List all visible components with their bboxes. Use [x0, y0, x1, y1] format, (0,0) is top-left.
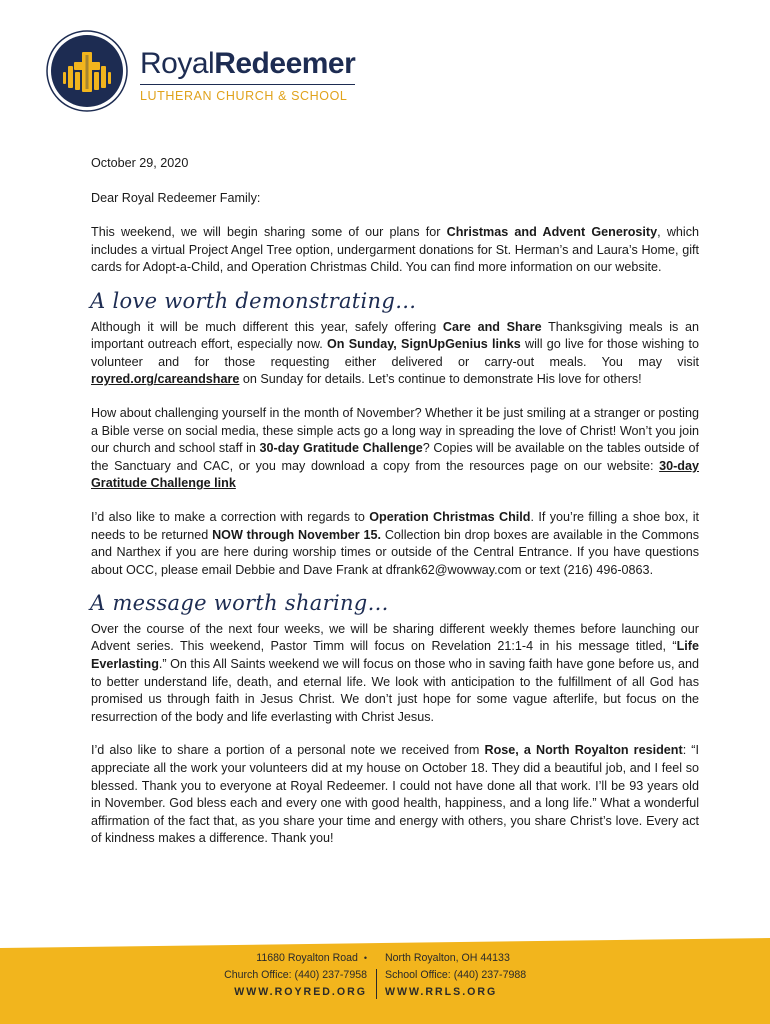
- careandshare-link[interactable]: royred.org/careandshare: [91, 372, 240, 387]
- footer-church-website[interactable]: WWW.ROYRED.ORG: [234, 986, 367, 998]
- paragraph-advent-generosity: This weekend, we will begin sharing some of our plans for Christmas and Advent Generosity, which includes a virtual Project Angel Tree option, undergarment donations for St. Herman’s and Laura’s Home, gift cards for Adopt-a-Child, and Operation Christmas Child. You can find more information on our website.: [91, 225, 700, 275]
- paragraph-personal-note: I’d also like to share a portion of a personal note we received from Rose, a North Royalton resident: “I appreciate all the work your volunteers did at my house on October 18. They did a beautiful job, and I feel so blessed. Thank you to everyone at Royal Redeemer. I could not have done all that work. I’ll be 93 years old in November. God bless each and every one with good health, happiness, and a long life.” What a wonderful affirmation of the fact that, as you share your time and energy with others, you share Christ’s love. Every act of kindness makes a difference. Thank you!: [91, 743, 699, 846]
- brand-subtitle: LUTHERAN CHURCH & SCHOOL: [140, 89, 348, 103]
- brand-name: RoyalRedeemer: [140, 47, 356, 80]
- section-heading-love: A love worth demonstrating…: [90, 288, 417, 313]
- letter-date: October 29, 2020: [91, 156, 189, 170]
- footer-street: 11680 Royalton Road •: [256, 952, 367, 964]
- cross-crest-icon: [46, 30, 128, 112]
- paragraph-gratitude-challenge: How about challenging yourself in the month of November? Whether it be just smiling at a stranger or posting a Bible verse on social media, these simple acts go a long way in spreading the love of Christ! Won’t you join our church and school staff in 30-day Gratitude Challenge? Copies will be available on the tables outside of the Sanctuary and CAC, or you may download a copy from the resources page on our website: 30-day Gratitude Challenge link: [91, 405, 699, 491]
- footer-school-website[interactable]: WWW.RRLS.ORG: [385, 986, 498, 998]
- paragraph-operation-christmas-child: I’d also like to make a correction with regards to Operation Christmas Child. If you’re filling a shoe box, it needs to be returned NOW through November 15. Collection bin drop boxes are available in the Commons and Narthex if you are here during worship times or outside of the Central Entrance. If you have questions about OCC, please email Debbie and Dave Frank at dfrank62@wowway.com or text (216) 496-0863.: [91, 509, 699, 577]
- letter-body: [91, 155, 699, 864]
- footer-band: [0, 938, 770, 1024]
- footer-divider: [376, 969, 377, 999]
- paragraph-life-everlasting: Over the course of the next four weeks, we will be sharing different weekly themes before launching our Advent series. This weekend, Pastor Timm will focus on Revelation 21:1-4 in his message titled, “Life Everlasting.” On this All Saints weekend we will focus on those who in saving faith have gone before us, and to better understand life, death, and eternal life. We look with anticipation to the fulfillment of all God has promised us through faith in Jesus Christ. We don’t just hope for some vague afterlife, but focus on the resurrection of the body and life everlasting with Christ Jesus.: [91, 621, 699, 724]
- gratitude-challenge-link[interactable]: 30-day Gratitude Challenge link: [91, 458, 699, 491]
- section-heading-message: A message worth sharing…: [90, 591, 389, 616]
- brand: [140, 48, 355, 103]
- footer-city: North Royalton, OH 44133: [385, 952, 510, 964]
- brand-divider: [140, 84, 355, 85]
- footer-church-office: Church Office: (440) 237-7958: [224, 969, 367, 981]
- paragraph-care-and-share: Although it will be much different this year, safely offering Care and Share Thanksgiving meals is an important outreach effort, especially now. On Sunday, SignUpGenius links will go live for those wishing to volunteer and for those requesting either delivered or carry-out meals. You may visit royred.org/careandshare on Sunday for details. Let’s continue to demonstrate His love for others!: [91, 319, 700, 387]
- footer-school-office: School Office: (440) 237-7988: [385, 969, 527, 981]
- letter-salutation: Dear Royal Redeemer Family:: [91, 190, 261, 205]
